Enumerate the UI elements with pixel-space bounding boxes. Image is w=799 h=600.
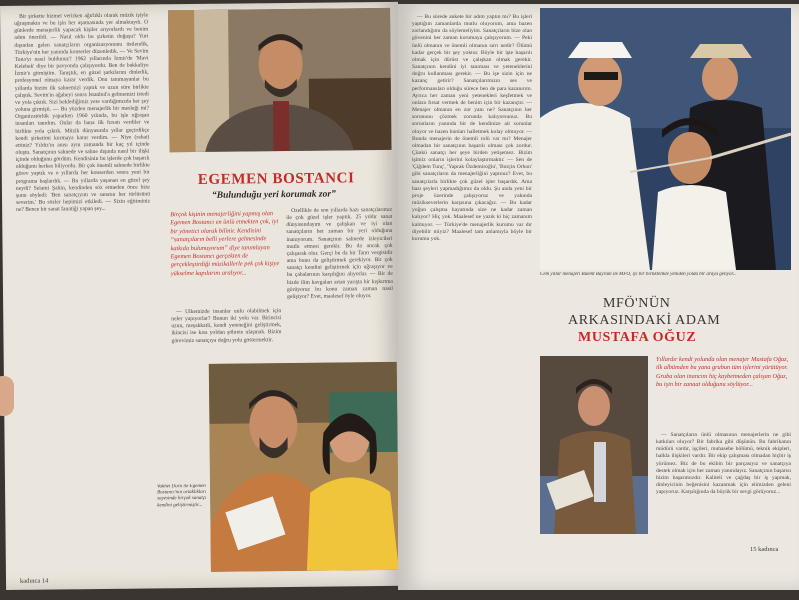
left-column-3-text: — Ülkemizde insanlar unlu olabilmek için neler yapıyorlar? Bunun iki yolu var. Birincisi uzun, meşakkatli, kendi yeteneğini geliştirmek, ikincisi ise kısa yoldan şöhrete ulaşmak. Bizim görevimiz sanatçıya doğru yolu göstermektir. — [171, 308, 282, 344]
right-column-1-text: — Bu sürede ankete bir adım yaptın mı? Bu işleri yaptığım zamanlarda mutlu oluyorum, ama bazen zorlandığımı da söylemeliyim. Sanatçıların bize olan güvenini her zaman korumaya çalışıyorum. — Peki ünlü olmanın ve önemli olmanın sırrı nedir? Ölümü kadar gerçek bir şey yoktur. Böyle bir işte başarılı olmak için dürüst ve çalışkan olmak gerekir. Sanatçının kendini iyi tanıması ve yeteneklerini doğru kullanması gerekir. — Bu işe sizin için ne kazanç getirir? Sanatçılarımızın ses ve performansları olduğu sürece ben de para kazanırım. Ayrıca her zaman yeni yetenekleri keşfetmek ve onlara fırsat vermek de benim için bir kazançtır. — Menajer olmanın en zor yanı ne? Sanatçının her sorununu çözmek zorunda kalıyorsunuz. Bu sorunların yanında bir de kendinize ait sorunlar oluyor ve bazen bunları halletmek kolay olmuyor. — Bunda menajerin de önemli rolü var mı? Menajer olmadan bir sanatçının başarılı olması çok zordur. Çünkü sanatçı her şeye birden yetişemez. Bizim işimiz onların işlerini kolaylaştırmaktır. — Sen de 'Çiğdem Tunç', 'Yaprak Özdemiroğlu', 'Burçin Orhon' gibi sanatçıların da menajerliğini yaptınız? Evet, bu sanatçılarla birlikte çok güzel işler başardık. Ama bazı şeyleri yapmadığımız da oldu. Şu anda yeni bir proje üzerinde çalışıyoruz ve yakında müzikseverlerin karşısına çıkacağız. — Bu kadar yoğun çalışma hayatında size ne kadar zaman kalıyor? Hiç yok. Maalesef ne yazık ki hiç zamanım kalmıyor. — Türkiye'de menajerlik kurumu var dır diyebilir miyiz? Maalesef tam anlamıyla böyle bir kurumu yok. — [412, 14, 532, 242]
couple-photo-caption: Vakhet Duru ile Egemen Bostancı'nın ortaklıkları sayesinde birçok sanatçı kendini geliştirmiştir... — [157, 483, 207, 508]
mfo-photo-caption: Cem yıllar menajeri Bülent Bayram ile MFÖ, iyi bir birliktelikle yeniden yolda bir araya geliyor... — [540, 272, 737, 277]
left-column-4 — [286, 207, 394, 358]
right-headline-line1: MFÖ'NÜN — [603, 296, 671, 311]
right-headline-line2: ARKASINDAKİ ADAM — [568, 313, 721, 328]
left-column-1-text: Bir şirkette hizmet verirken ağırlıklı olarak müzik işiyle uğraşmakta ve bu işin her aşamasında yer almaktaydı. O günlerde menajerlik yapacak kişiler arıyorlardı ve benim adım önerildi. — Nasıl oldu bu şirketin doğuşu? Yurt dışından gelen sanatçıların organizasyonunu üstlendik, Türkiye'nin her yanında konserler düzenledik. — Ve Sevim Tuna'yı nasıl buldunuz? 1962 yıllarında İzmir'de 'Mavi Kelebek' diye bir pavyonda çalışıyordu. Ben de bakkaliye İzmir'e gitmiştim. Tanıştık, en güzel şarkılarını dinledik, profesyonel olmaya karar verdik. Onu tanımayanlar bu yıllarda bizim ilk sahnemizi yaptık ve uzun süre birlikte çalıştık. Sevim'in ağabeyi sonra İstanbul'a gelmemizi istedi ve yola çıktık. Sizi beklediğimiz yere vardığımızda her şey yoluna girmişti. — Bu yüzden menajerlik bir mesleği mi? Organizatörlük yaparken 1960 yılında, bu işle uğraşan insanları tanıdım. Onlar da bana ilk fırsatı verdiler ve birlikte yola çıktık. Müzik dünyasında yıllar geçirdikçe kendi şirketimi kurmaya karar verdim. — Niye (rahat) ettiniz? Yıldız'ın anısı aynı zamanda bir kaç yıl içinde oluştu. Sanatçının sahnede ve sahne dışında nasıl bir ilişki içinde olduğunu gördüm. Kendisinin bu işlerde çok başarılı olduğunu herkes biliyordu. Bir çok önemli sahnede birlikte görev yaptık ve o yıllarda her konserden sonra yeni bir programa başlardık. — Bu yıllarda yaşanan en güzel şey neydi? Selami Şahin, kendinden söz etmeden önce bize şunu söyledi: 'Ben sanatçıyım ve sanatın her türlüsünü severim.' Bu sözler hepimizi etkiledi. — Sizin eğitiminiz ne? Bence bir sanat fanatiği yapan şey... — [14, 12, 151, 214]
left-headline: EGEMEN BOSTANCI — [197, 170, 355, 188]
couple-photo — [209, 362, 399, 572]
egemen-portrait-photo — [168, 8, 391, 152]
mfo-illustration — [540, 8, 791, 270]
couple-illustration — [209, 362, 399, 572]
left-page — [0, 2, 404, 590]
right-page — [398, 4, 799, 590]
right-column-3 — [656, 432, 791, 540]
left-page-footer: kadınca 14 — [19, 577, 49, 585]
left-column-4-text: Özellikle de son yıllarda bazı sanatçılarımız ile çok güzel işler yaptık. 25 yıldır sanat dünyasındayım ve çalışkan ve iyi olan sanatçıların her zaman bir yeri olduğuna inanıyorum. Sanatçının sahnede izleyicileri mutlu etmesi gerekir. Bu da ancak çok çalışarak olur. Gerçi bu da bir Tanrı vergisidir ama bunu da geliştirmek gerekiyor. Bir çok sanatçı kendini geliştirmek için uğraşıyor ve bu çabalarının karşılığını alıyorlar. — Bir de bizde ilim kavgaları artan yarışta bir kışkırtma görüyoruz bu konu zaman zaman nasıl gelişiyor? Evet, maalesef öyle oluyor. — [286, 206, 394, 300]
portrait-illustration — [168, 8, 391, 152]
left-subheadline: “Bulunduğu yeri korumak zor” — [211, 189, 336, 201]
left-intro: Birçok kişinin menajerliğini yapmış olan Egemen Bostancı en ünlü etmekten çok, iyi bir yönetici olarak bilinir. Kendisini “sanatçıların belli yerlere gelmesinde katkıda bulunuyorum” diye tanımlayan Egemen Bostancı gerçekten de gerçekleştirdiği müzikallerle pek çok kişiye yükselme kapılarını aralıyor... — [170, 210, 280, 278]
right-column-1 — [412, 14, 532, 574]
thumb — [0, 376, 14, 416]
mustafa-illustration — [540, 356, 648, 534]
left-column-1 — [14, 12, 154, 543]
right-intro: Yıllardır kendi yolunda olan menajer Mustafa Oğuz, ilk albümden bu yana grubun tüm işlerini yürütüyor. Gruba olan inancını hiç kaybetmeden çalışan Oğuz, bu işin bir zanaat olduğunu söylüyor... — [656, 356, 789, 389]
mustafa-oguz-photo — [540, 356, 648, 534]
left-column-3 — [171, 308, 282, 359]
right-column-3-text: — Sanatçıların ünlü olmasının menajerlerin ne gibi katkıları oluyor? Bir fabrika gibi düşünün. Bu fabrikanın müdürü vardır, işçileri, muhasebe bölümü, teknik ekipleri, halkla ilişkileri vardır. Bir ekip çalışması olmadan hiçbir iş yürümez. Biz de bu ekibin bir parçasıyız ve sanatçıya destek olmak için her zaman yanındayız. Sanatçının başarısı bizim başarımızdır. Kaliteli ve çağdaş bir iş yapmak, dinleyicinin beğenisini kazanmak için elimizden geleni yapıyoruz. Karşılığında da büyük bir sevgi görüyoruz... — [656, 432, 791, 496]
right-page-footer: 15 kadınca — [750, 546, 779, 553]
mfo-group-photo — [540, 8, 791, 270]
right-headline-line3: MUSTAFA OĞUZ — [578, 330, 697, 345]
